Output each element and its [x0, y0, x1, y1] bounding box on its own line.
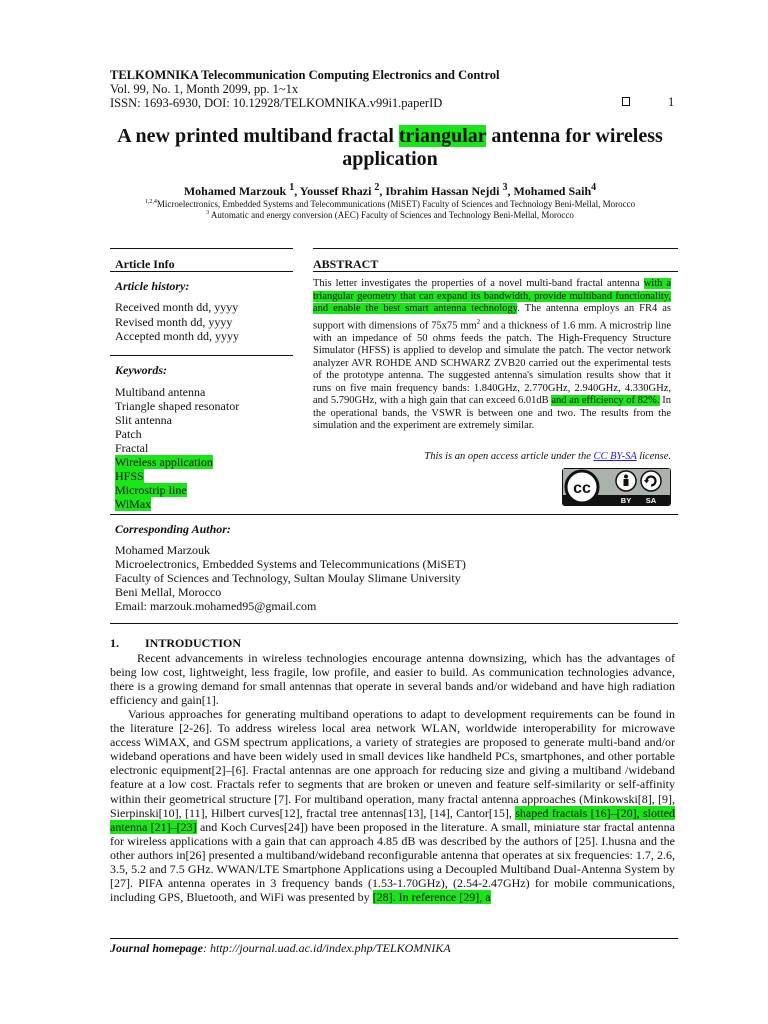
affiliation-1: $^{1,2,4}$Microelectronics, Embedded Systems and Telecommunications (MiSET) Faculty of Sciences and Technology Beni-Mellal, Morocco	[144, 199, 636, 209]
abstract-top-rule	[313, 248, 678, 249]
checkbox-square-icon	[622, 97, 630, 106]
corresponding-author-heading: Corresponding Author:	[115, 522, 231, 536]
keyword-item-highlighted: WiMax	[115, 497, 152, 511]
article-history-heading: Article history:	[115, 279, 190, 293]
abstract-text: This letter investigates the properties of a novel multi-band fractal antenna with a triangular geometry that can expand its bandwidth, provide multiband functionality, and enable the best smart antenna technology. The antenna employs an FR4 as support with dimensions of 75x75 $mm^2$ and a thickness of 1.6 mm. A microstrip line with an impedance of 50 ohms feeds the patch. The High-Frequency Structure Simulator (HFSS) is applied to develop and simulate the patch. The vector network analyzer AVR ROHDE AND SCHWARZ ZVB20 carried out the experimental tests of the prototype antenna. The suggested antenna's simulation results show that it runs on five main frequency bands: 1.840GHz, 2.770GHz, 2.940GHz, 4.330GHz, and 5.790GHz, with a high gain that can exceed 6.01dB and an efficiency of 82%. In the operational bands, the VSWR is between one and two. The results from the simulation and the experiment are extremely similar.	[313, 278, 672, 431]
issn-doi-line: ISSN: 1693-6930, DOI: 10.12928/TELKOMNIKA.v99i1.paperID	[110, 96, 443, 110]
keyword-item-highlighted: Microstrip line	[115, 483, 187, 497]
keywords-heading: Keywords:	[115, 363, 167, 377]
intro-paragraph-1: Recent advancements in wireless technologies encourage antenna downsizing, which has the advantages of being low cost, lightweight, less fragile, low profile, and easier to build. As communication technologies advance, there is a growing demand for small antennas that operate in several bands and/or wideband and have high radiation efficiency and gain[1].	[110, 651, 675, 708]
svg-text:cc: cc	[573, 480, 591, 497]
keyword-item: Multiband antenna	[115, 385, 206, 399]
footer-rule	[110, 938, 678, 939]
title-highlight: triangular	[398, 125, 487, 147]
journal-homepage-link[interactable]: : http://journal.uad.ac.id/index.php/TELKOMNIKA	[203, 941, 451, 955]
affiliation-2: $^3$ Automatic and energy conversion (AEC) Faculty of Sciences and Technology Beni-Mellal, Morocco	[206, 210, 574, 220]
volume-line: Vol. 99, No. 1, Month 2099, pp. 1~1x	[110, 82, 299, 96]
author-list: Mohamed Marzouk $^1$, Youssef Rhazi $^2$, Ibrahim Hassan Nejdi $^3$, Mohamed Saih$^4$	[183, 182, 597, 198]
corresponding-location: Beni Mellal, Morocco	[115, 585, 222, 599]
keyword-item: Patch	[115, 427, 142, 441]
cc-by-sa-link[interactable]: CC BY-SA	[593, 451, 637, 462]
corresponding-affiliation-line: Microelectronics, Embedded Systems and Telecommunications (MiSET)	[115, 557, 466, 571]
cc-badge-graphic	[562, 468, 671, 506]
keyword-item: Fractal	[115, 441, 149, 455]
corresponding-author-name: Mohamed Marzouk	[115, 543, 210, 557]
accepted-date: Accepted month dd, yyyy	[115, 329, 239, 343]
keyword-item-highlighted: Wireless application	[115, 455, 213, 469]
page-number: 1	[668, 95, 675, 109]
revised-date: Revised month dd, yyyy	[115, 315, 233, 329]
cc-by-sa-license-icon[interactable]	[562, 468, 671, 506]
badge-sa-label: SA	[645, 496, 657, 505]
keyword-item: Triangle shaped resonator	[115, 399, 240, 413]
keyword-item: Slit antenna	[115, 413, 172, 427]
corresponding-affiliation-line: Faculty of Sciences and Technology, Sultan Moulay Slimane University	[115, 571, 461, 585]
received-date: Received month dd, yyyy	[115, 300, 239, 314]
history-divider	[110, 355, 293, 356]
article-info-top-rule	[110, 248, 293, 249]
abstract-heading: ABSTRACT	[313, 257, 379, 271]
intro-paragraph-2: Various approaches for generating multiband operations to adapt to development requirements can be found in the literature [2-26]. To address wireless local area network WLAN, worldwide interoperability for microwave access WiMAX, and GSM spectrum applications, a variety of strategies are proposed to generate multi-band and/or wideband operations and have been widely used in small devices like handheld PCs, smartphones, and other portable electronic equipment[2]–[6]. Fractal antennas are one approach for reducing size and giving a multiband /wideband feature at a low cost. Fractals refer to segments that are broken or uneven and feature self-similarity or self-affinity within their geometrical structure [7]. For multiband operation, many fractal antenna approaches (Minkowski[8], [9], Sierpinski[10], [11], Hilbert curves[12], fractal tree antennas[13], [14], Cantor[15], shaped fractals [16]–[20], slotted antenna [21]–[23] and Koch Curves[24]) have been proposed in the literature. A small, miniature star fractal antenna for wireless applications with a gain that can approach 4.85 dB was described by the authors of [25]. I.husna and the other authors in[26] presented a multiband/wideband reconfigurable antenna that operates at six frequencies: 1.7, 2.6, 3.5, 5.2 and 7.5 GHz. WWAN/LTE Smartphone Applications using a Decoupled Multiband Dual-Antenna System by [27]. PIFA antenna operates in 3 frequency bands (1.53-1.70GHz), (2.54-2.47GHz) for mobile communications, including GPS, Bluetooth, and WiFi was presented by [28]. In reference [29], a	[110, 707, 675, 905]
article-info-heading: Article Info	[115, 257, 175, 271]
info-bottom-rule	[110, 514, 678, 515]
journal-homepage: Journal homepage: http://journal.uad.ac.id/index.php/TELKOMNIKA	[110, 941, 451, 955]
journal-name: TELKOMNIKA Telecommunication Computing Electronics and Control	[110, 68, 500, 82]
open-access-notice: This is an open access article under the CC BY-SA license.	[424, 451, 671, 462]
keyword-item-highlighted: HFSS	[115, 469, 144, 483]
paper-title: A new printed multiband fractal triangular antenna for wireless application	[117, 125, 663, 170]
corresponding-email[interactable]: Email: marzouk.mohamed95@gmail.com	[115, 599, 317, 613]
corresponding-bottom-rule	[110, 623, 678, 624]
badge-by-label: BY	[620, 496, 632, 505]
introduction-heading: 1. INTRODUCTION	[110, 636, 242, 650]
